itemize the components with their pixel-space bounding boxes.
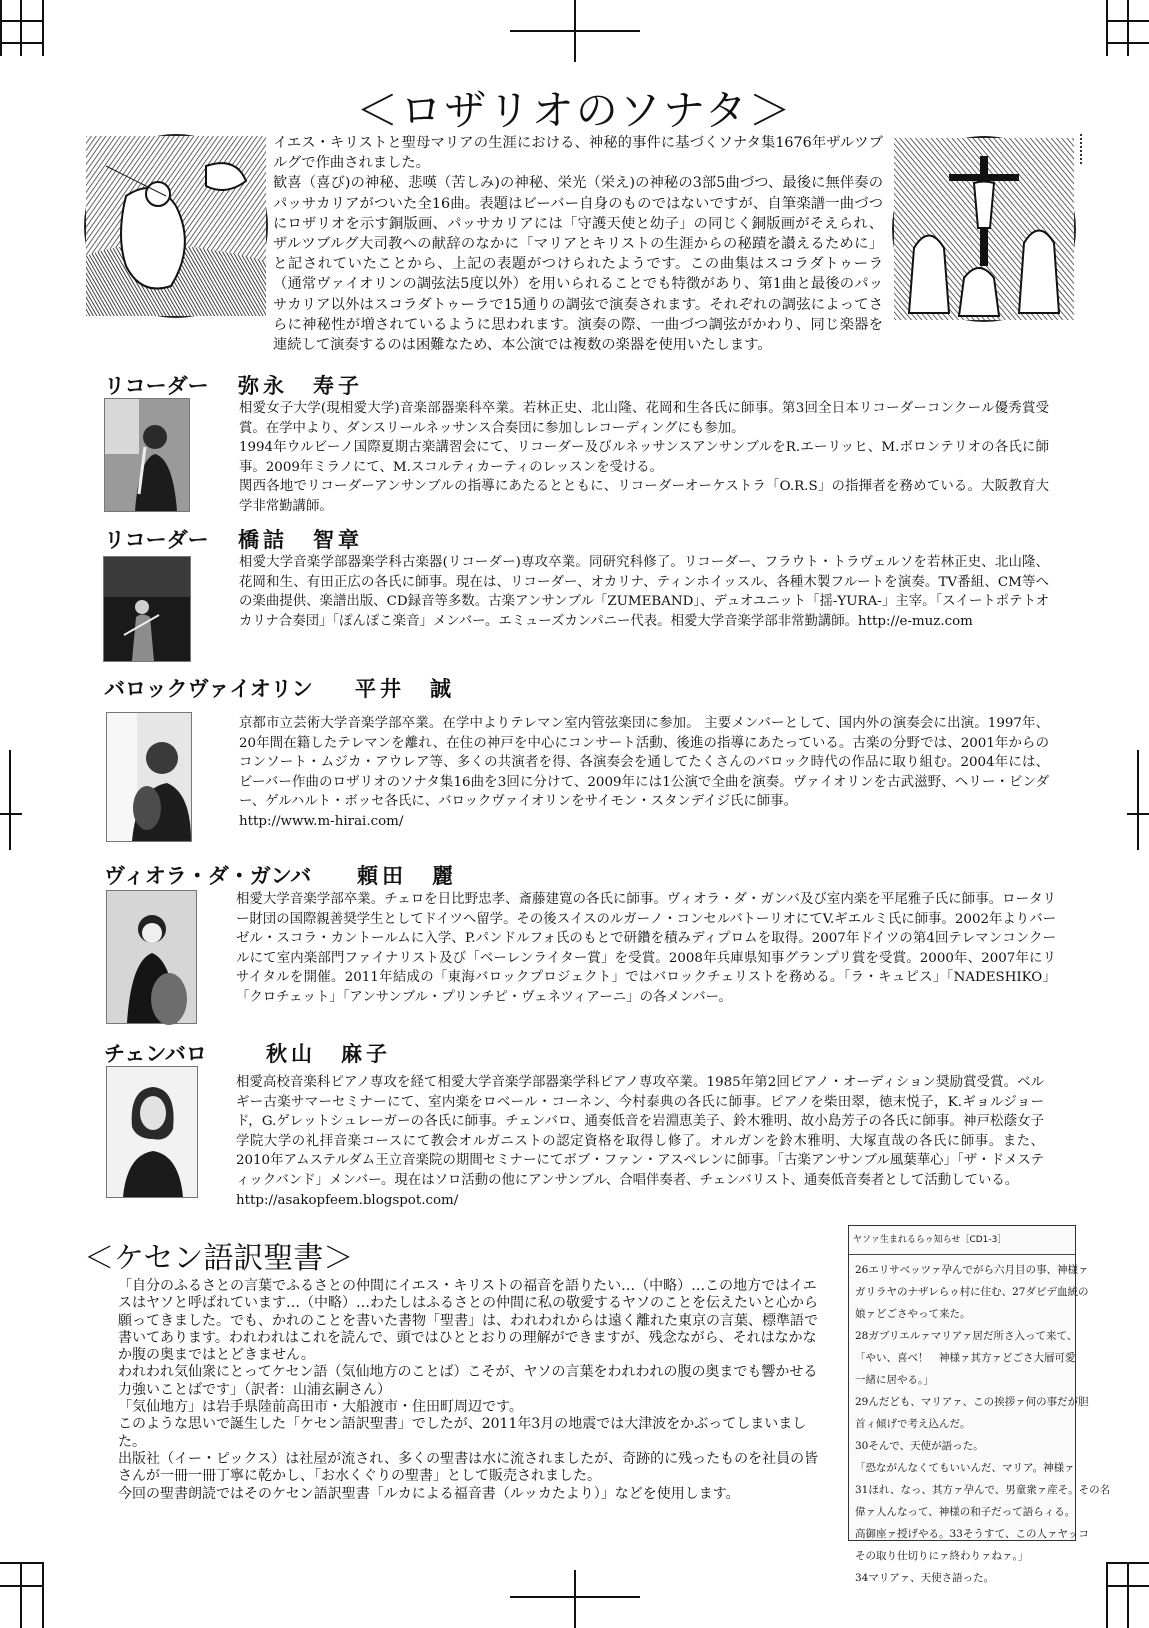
performer-role: ヴィオラ・ダ・ガンバ — [104, 863, 312, 888]
engraving-right — [892, 136, 1076, 322]
scan-line: その取り仕切りにァ終わりァねァ。」 — [855, 1550, 1029, 1562]
crop-mark — [0, 42, 44, 44]
performer-bio — [239, 399, 1049, 517]
crop-mark — [0, 1562, 44, 1564]
performer-photo — [106, 890, 197, 1024]
scan-line: 26エリサベッツァ孕んでがら六月目の事、神様ァ — [855, 1264, 1089, 1276]
crop-mark — [20, 1562, 22, 1628]
bio-paragraph: http://asakopfeem.blogspot.com/ — [236, 1192, 459, 1208]
kesen-section-title: ＜ケセン語訳聖書＞ — [84, 1241, 354, 1276]
performer-photo — [104, 398, 190, 512]
kesen-paragraph: 出版社（イー・ピックス）は社屋が流され、多くの聖書は水に流されましたが、奇跡的に残ったものを社員の皆さんが一冊一冊丁寧に乾かし、「お水くぐりの聖書」として販売されました。 — [118, 1450, 819, 1485]
crop-mark — [0, 20, 44, 22]
performer-bio — [239, 714, 1049, 832]
engraving-left-image — [86, 136, 266, 316]
intro-paragraph: イエス・キリストと聖母マリアの生涯における、神秘的事件に基づくソナタ集1676年ザルツブルグで作曲されました。 — [273, 135, 883, 172]
scan-line: 31ほれ、なっ、其方ァ孕んで、男童衆ァ産そ。その名 — [855, 1484, 1111, 1496]
performer-role: チェンバロ — [104, 1041, 207, 1066]
scan-line: 高御座ァ授げやる。33そうすて、この人ァヤッコ — [855, 1528, 1089, 1540]
scan-line: 娘ァどごさやって来た。 — [855, 1308, 971, 1320]
performer-photo-image — [105, 399, 189, 511]
crop-mark — [42, 1562, 44, 1628]
intro-paragraph: 歓喜（喜び)の神秘、悲嘆（苦しみ)の神秘、栄光（栄え)の神秘の3部5曲づつ、最後に無伴奏のパッサカリアがついた全16曲。表題はビーバー自身のものではないですが、自筆楽譜一曲づつにロザリオを示す銅版画、パッサカリアには「守護天使と幼子」の同じく銅版画がそえられ、ザルツブルグ大司教への献辞のなかに「マリアとキリストの生涯からの秘蹟を讃えるために」と記されていたことから、上記の表題がつけられたようです。この曲集はスコラダトゥーラ（通常ヴァイオリンの調弦法5度以外）を用いられることでも特徴があり、第1曲と最後のパッサカリア以外はスコラダトゥーラで15通りの調弦で演奏されます。それぞれの調弦によってさらに神秘性が増されているように思われます。演奏の際、一曲づつ調弦がかわり、同じ楽器を連続して演奏するのは困難なため、本公演では複数の楽器を使用いたします。 — [273, 175, 883, 354]
scan-line: 一緒に居やる。」 — [855, 1374, 934, 1386]
performer-photo-image — [107, 891, 196, 1023]
kesen-paragraph: 「自分のふるさとの言葉でふるさとの仲間にイエス・キリストの福音を語りたい…（中略）…この地方ではイエスはヤソと呼ばれています…（中略）…わたしはふるさとの仲間に私の敬愛するヤソのことを伝えたいと心から願ってきました。でも、かれのことを書いた書物「聖書」は、われわれからは遠く離れた東京の言葉、標準語で書いてあります。われわれはこれを読んで、頭ではひととおりの理解ができますが、残念ながら、それはなかなか腹の奥まではとどきません。 — [118, 1278, 818, 1364]
engraving-left — [84, 134, 268, 318]
crop-mark — [574, 1570, 576, 1628]
crop-mark — [1106, 0, 1108, 56]
performer-photo-image — [107, 1067, 197, 1197]
crop-mark — [1137, 750, 1139, 850]
scan-line: 29んだども、マリアァ、この挨拶ァ何の事だが胆 — [855, 1396, 1089, 1408]
scan-body — [849, 1255, 1111, 1593]
bio-paragraph: 1994年ウルビーノ国際夏期古楽講習会にて、リコーダー及びルネッサンスアンサンブルをR.エーリッヒ、M.ボロンテリオの各氏に師事。2009年ミラノにて、M.スコルティカーティのレッスンを受ける。 — [239, 440, 1049, 475]
crop-mark — [1127, 0, 1129, 56]
crop-mark — [1127, 1562, 1129, 1628]
performer-role: リコーダー — [104, 373, 209, 398]
crop-mark — [0, 0, 2, 56]
kesen-paragraph: 「気仙地方」は岩手県陸前高田市・大船渡市・住田町周辺です。 — [118, 1399, 523, 1416]
bio-paragraph: 相愛高校音楽科ピアノ専攻を経て相愛大学音楽学部器楽学科ピアノ専攻卒業。1985年第2回ピアノ・オーディション奨励賞受賞。ベルギー古楽サマーセミナーにて、室内楽をロベール・コーネン、今村泰典の各氏に師事。ピアノを柴田翠，徳末悦子，K.ギョルジョード，G.ゲレットシュレーガーの各氏に師事。チェンバロ、通奏低音を岩淵恵美子、鈴木雅明、故小島芳子の各氏に師事。神戸松蔭女子学院大学の礼拝音楽コースにて教会オルガニストの認定資格を取得し修了。オルガンを鈴木雅明、大塚直哉の各氏に師事。また、2010年アムステルダム王立音楽院の期間セミナーにてボブ・ファン・アスペレンに師事。「古楽アンサンブル風葉華心」「ザ・ドメスティックバンド」メンバー。現在はソロ活動の他にアンサンブル、合唱伴奏者、チェンバリスト、通奏低音奏者として活動している。 — [236, 1075, 1044, 1188]
performer-photo-image — [104, 557, 190, 661]
bio-paragraph: 相愛大学音楽学部器楽学科古楽器(リコーダー)専攻卒業。同研究科修了。リコーダー、フラウト・トラヴェルソを若林正史、北山隆、花岡和生、有田正広の各氏に師事。現在は、リコーダー、オカリナ、ティンホイッスル、各種木製フルートを演奏。TV番組、CM等への楽曲提供、楽譜出版、CD録音等多数。古楽アンサンブル「ZUMEBAND」、デュオユニット「揺-YURA-」主宰。「スイートポテトオカリナ合奏団」「ぽんぽこ楽音」メンバー。エミューズカンパニー代表。相愛大学音楽学部非常勤講師。http://e-muz.com — [239, 555, 1049, 629]
performer-bio — [236, 890, 1056, 1008]
engraving-right-image — [894, 138, 1074, 320]
bio-paragraph: 関西各地でリコーダーアンサンブルの指導にあたるとともに、リコーダーオーケストラ「O.R.S」の指揮者を務めている。大阪教育大学非常勤講師。 — [239, 479, 1049, 514]
scan-line: 「恐ながんなくてもいいんだ、マリア。神様ァ — [855, 1462, 1075, 1474]
performer-bio — [239, 553, 1049, 631]
crop-mark — [1106, 1562, 1108, 1628]
intro-text — [273, 133, 883, 355]
crop-mark — [42, 0, 44, 56]
kesen-text — [118, 1278, 830, 1503]
scan-line: 偉ァ人んなって、神様の和子だって語らィる。 — [855, 1506, 1076, 1518]
bible-page-scan — [848, 1225, 1111, 1584]
edge-mark — [1080, 134, 1084, 164]
crop-mark — [0, 1585, 44, 1587]
bio-paragraph: 京都市立芸術大学音楽学部卒業。在学中よりテレマン室内管弦楽団に参加。 主要メンバーとして、国内外の演奏会に出演。1997年、20年間在籍したテレマンを離れ、在住の神戸を中心にコンサート活動、後進の指導にあたっている。古楽の分野では、2001年からのコンソート・ムジカ・アウレア等、多くの共演者を得、各演奏会を通してたくさんのバロック時代の作品に取り組む。2004年には、ビーバー作曲のロザリオのソナタ集16曲を3回に分けて、2009年には1公演で全曲を演奏。ヴァイオリンを古武滋野、ヘリー・ビンダー、ゲルハルト・ボッセ各氏に、バロックヴァイオリンをサイモン・スタンデイジ氏に師事。 — [239, 716, 1049, 810]
scan-line: 30そんで、天使が語った。 — [855, 1440, 984, 1452]
kesen-paragraph: 今回の聖書朗読ではそのケセン語訳聖書「ルカによる福音書（ルッカたより）」などを使用します。 — [118, 1485, 740, 1502]
scan-line: 34マリアァ、天使さ語った。 — [855, 1572, 995, 1584]
crop-mark — [1106, 42, 1149, 44]
kesen-paragraph: このような思いで誕生した「ケセン語訳聖書」でしたが、2011年3月の地震では大津波をかぶってしまいました。 — [118, 1416, 807, 1450]
performer-role: リコーダー — [104, 527, 209, 552]
performer-name: 弥永 寿子 — [238, 373, 363, 398]
crop-mark — [1106, 20, 1149, 22]
scan-line: 28ガブリエルァマリアァ居だ所さ入って来て、 — [855, 1330, 1078, 1342]
performer-name: 橋詰 智章 — [238, 527, 363, 552]
crop-mark — [574, 0, 576, 62]
scan-line: ガリラヤのナザレらゥ村に住む、27ダビデ血統の — [855, 1286, 1089, 1298]
scan-line: 「やい、喜べ！ 神様ァ其方ァどごさ大層可愛 — [855, 1352, 1076, 1364]
performer-name: 平井 誠 — [355, 676, 455, 701]
scan-header: ヤソァ生まれるらゥ知らせ［CD1-3］ — [849, 1226, 1075, 1255]
crop-mark — [20, 0, 22, 56]
crop-mark — [0, 813, 22, 815]
performer-photo — [106, 712, 192, 842]
page-title: ＜ロザリオのソナタ＞ — [356, 86, 793, 135]
performer-bio — [236, 1073, 1044, 1210]
performer-photo — [106, 1066, 198, 1198]
performer-name: 秋山 麻子 — [266, 1041, 391, 1066]
crop-mark — [9, 750, 11, 850]
performer-photo — [103, 556, 191, 662]
bio-paragraph: http://www.m-hirai.com/ — [239, 813, 404, 829]
scan-line: 首ィ傾げで考え込んだ。 — [855, 1418, 971, 1430]
performer-photo-image — [107, 713, 191, 841]
performer-role: バロックヴァイオリン — [104, 676, 313, 701]
bio-paragraph: 相愛女子大学(現相愛大学)音楽部器楽科卒業。若林正史、北山隆、花岡和生各氏に師事。第3回全日本リコーダーコンクール優秀賞受賞。在学中より、ダンスリールネッサンス合奏団に参加しレコーディングにも参加。 — [239, 401, 1049, 436]
kesen-paragraph: われわれ気仙衆にとってケセン語（気仙地方のことば）こそが、ヤソの言葉をわれわれの腹の奥までも響かせる力強いことばです」（訳者：山浦玄嗣さん） — [118, 1364, 818, 1398]
bio-paragraph: 相愛大学音楽学部卒業。チェロを日比野忠孝、斎藤建寛の各氏に師事。ヴィオラ・ダ・ガンバ及び室内楽を平尾雅子氏に師事。ロータリー財団の国際親善奨学生としてドイツへ留学。その後スイスのルガーノ・コンセルバトーリオにてV.ギエルミ氏に師事。2002年よりバーゼル・スコラ・カントールムに入学、P.パンドルフォ氏のもとで研鑽を積みディプロムを取得。2007年ドイツの第4回テレマンコンクールにて室内楽部門ファイナリスト及び「ベーレンライター賞」を受賞。2008年兵庫県知事グランプリ賞を受賞。2000年、2007年にリサイタルを開催。2011年結成の「東海バロックプロジェクト」ではバロックチェリストを務める。「ラ・キュピス」「NADESHIKO」「クロチェット」「アンサンブル・プリンチピ・ヴェネツィアーニ」の各メンバー。 — [236, 892, 1056, 1005]
performer-name: 頼田 麗 — [357, 863, 457, 888]
